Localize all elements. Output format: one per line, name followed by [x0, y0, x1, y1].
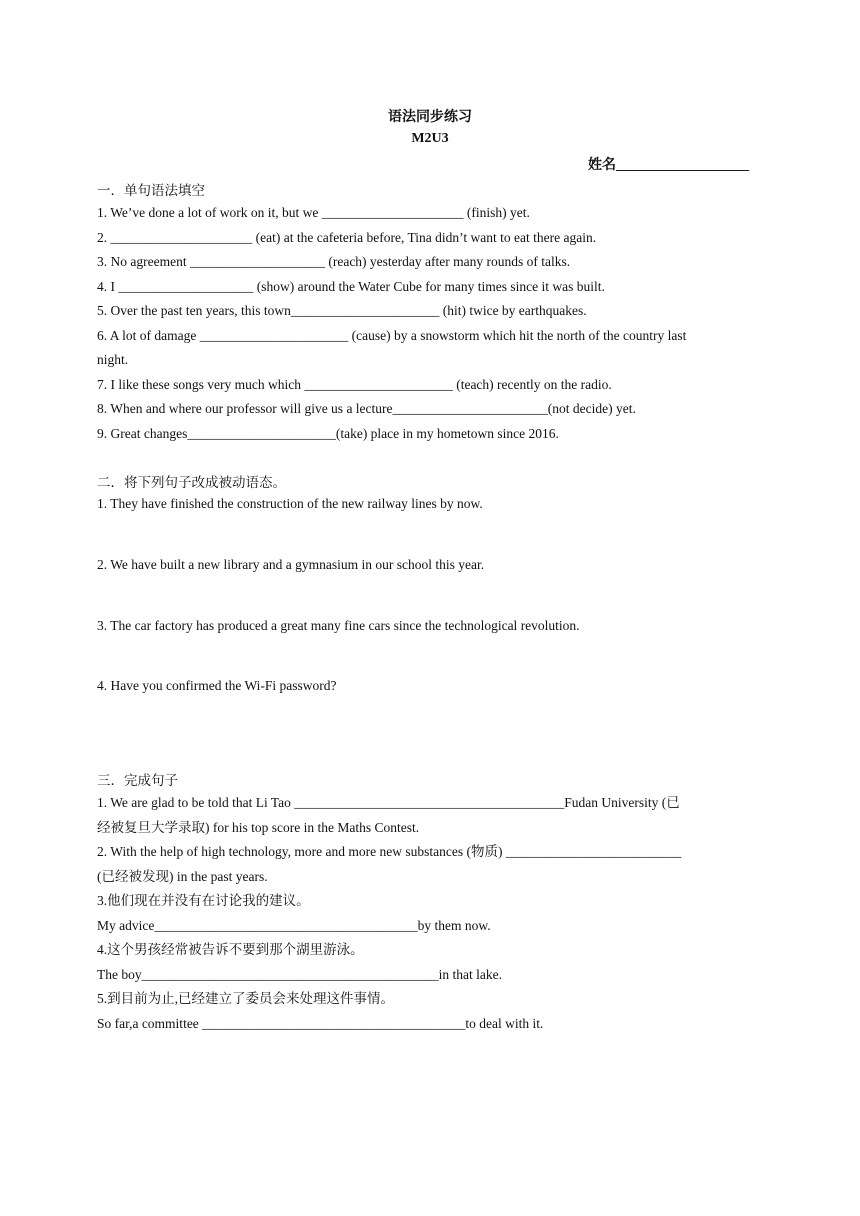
exercise-line: 9. Great changes______________________(take) place in my hometown since 2016.: [97, 426, 559, 441]
exercise-line: 2. _____________________ (eat) at the cafeteria before, Tina didn’t want to eat there again.: [97, 230, 597, 245]
exercise-line: So far,a committee _______________________________________to deal with it.: [97, 1016, 544, 1031]
exercise-line: 6. A lot of damage ______________________ (cause) by a snowstorm which hit the north of the country last: [97, 328, 687, 343]
exercise-line: 7. I like these songs very much which ______________________ (teach) recently on the radio.: [97, 377, 612, 392]
exercise-line: 经被复旦大学录取) for his top score in the Maths Contest.: [97, 820, 420, 835]
exercise-line: 4. I ____________________ (show) around the Water Cube for many times since it was built.: [97, 279, 605, 294]
name-field-label: 姓名___________________: [588, 158, 749, 173]
section-heading-1: 一．单句语法填空: [97, 183, 205, 199]
exercise-line: 1. We are glad to be told that Li Tao ________________________________________Fudan University (已: [97, 795, 680, 810]
exercise-line: The boy____________________________________________in that lake.: [97, 967, 502, 982]
unit-code: M2U3: [411, 131, 449, 146]
worksheet-title: 语法同步练习: [388, 110, 472, 125]
exercise-line: 5. Over the past ten years, this town______________________ (hit) twice by earthquakes.: [97, 303, 587, 318]
exercise-line: night.: [97, 352, 129, 367]
section-heading-3: 三．完成句子: [97, 773, 178, 789]
exercise-line: 2. With the help of high technology, more and more new substances (物质) __________________________: [97, 844, 682, 859]
exercise-line: 3.他们现在并没有在讨论我的建议。: [97, 893, 310, 908]
exercise-line: 3. The car factory has produced a great many fine cars since the technological revolution.: [97, 618, 580, 633]
exercise-line: 3. No agreement ____________________ (reach) yesterday after many rounds of talks.: [97, 254, 571, 269]
exercise-line: 2. We have built a new library and a gymnasium in our school this year.: [97, 557, 485, 572]
exercise-line: 8. When and where our professor will give us a lecture_______________________(not decide) yet.: [97, 401, 636, 416]
exercise-line: 1. They have finished the construction of the new railway lines by now.: [97, 496, 483, 511]
exercise-line: (已经被发现) in the past years.: [97, 869, 268, 884]
exercise-line: 1. We’ve done a lot of work on it, but we _____________________ (finish) yet.: [97, 205, 530, 220]
exercise-line: 5.到目前为止,已经建立了委员会来处理这件事情。: [97, 991, 394, 1006]
exercise-line: 4.这个男孩经常被告诉不要到那个湖里游泳。: [97, 942, 364, 957]
exercise-line: My advice_______________________________________by them now.: [97, 918, 491, 933]
section-heading-2: 二．将下列句子改成被动语态。: [97, 475, 286, 491]
exercise-line: 4. Have you confirmed the Wi-Fi password?: [97, 678, 337, 693]
